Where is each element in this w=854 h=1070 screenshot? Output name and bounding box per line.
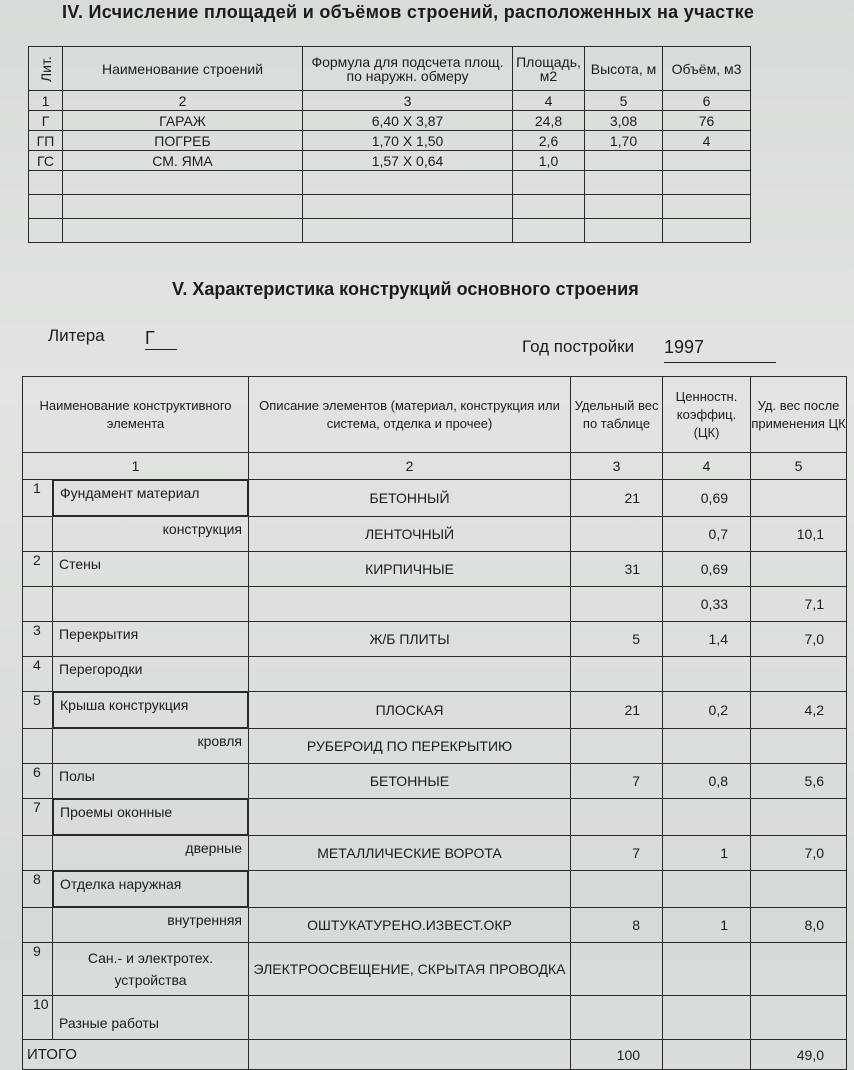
row-element-name: Перекрытия xyxy=(53,622,249,657)
table-row xyxy=(23,517,847,552)
row-name: СМ. ЯМА xyxy=(63,151,303,171)
row-weight xyxy=(571,943,663,996)
header-description: Описание элементов (материал, конструкция или система, отделка и прочее) xyxy=(249,377,571,453)
row-coef: 0,69 xyxy=(663,480,751,517)
row-weight xyxy=(571,729,663,764)
row-coef: 1,4 xyxy=(663,622,751,657)
row-volume xyxy=(663,151,751,171)
total-weight-after: 49,0 xyxy=(751,1040,847,1070)
row-formula: 1,57 Х 0,64 xyxy=(303,151,513,171)
row-weight-after xyxy=(751,799,847,836)
col-number: 1 xyxy=(29,91,63,111)
row-description xyxy=(249,657,571,692)
row-weight: 21 xyxy=(571,480,663,517)
row-weight: 8 xyxy=(571,908,663,943)
row-coef xyxy=(663,996,751,1040)
row-coef: 0,2 xyxy=(663,692,751,729)
row-coef xyxy=(663,729,751,764)
row-number: 5 xyxy=(23,692,53,729)
table-row xyxy=(29,131,751,151)
row-element-name: конструкция xyxy=(53,517,249,552)
row-volume: 76 xyxy=(663,111,751,131)
row-weight-after: 5,6 xyxy=(751,764,847,799)
col-number: 6 xyxy=(663,91,751,111)
row-weight xyxy=(571,996,663,1040)
row-number: 2 xyxy=(23,552,53,587)
row-weight-after: 8,0 xyxy=(751,908,847,943)
column-number-row xyxy=(23,453,847,480)
row-coef: 0,8 xyxy=(663,764,751,799)
table-row xyxy=(23,729,847,764)
row-weight-after xyxy=(751,552,847,587)
row-element-name: Разные работы xyxy=(53,996,249,1040)
row-name: ГАРАЖ xyxy=(63,111,303,131)
row-weight: 7 xyxy=(571,764,663,799)
year-label: Год постройки xyxy=(522,337,635,356)
table-row xyxy=(23,943,847,996)
header-name: Наименование строений xyxy=(63,47,303,91)
row-description xyxy=(249,587,571,622)
row-description: БЕТОННЫЕ xyxy=(249,764,571,799)
constructions-body xyxy=(23,480,847,1070)
row-area: 1,0 xyxy=(513,151,585,171)
row-weight: 21 xyxy=(571,692,663,729)
table-row xyxy=(23,871,847,908)
row-description: БЕТОННЫЙ xyxy=(249,480,571,517)
row-description xyxy=(249,799,571,836)
table-row xyxy=(23,996,847,1040)
table-header-row xyxy=(23,377,847,453)
row-element-name: Стены xyxy=(53,552,249,587)
row-number: 7 xyxy=(23,799,53,836)
row-element-name: Отделка наружная xyxy=(53,871,248,907)
row-element-name: внутренняя xyxy=(53,908,249,943)
row-weight: 7 xyxy=(571,836,663,871)
table-row xyxy=(23,587,847,622)
row-coef: 0,33 xyxy=(663,587,751,622)
table-row xyxy=(23,480,847,517)
row-description: ЛЕНТОЧНЫЙ xyxy=(249,517,571,552)
row-number: 6 xyxy=(23,764,53,799)
row-weight-after xyxy=(751,943,847,996)
row-weight-after: 7,0 xyxy=(751,622,847,657)
row-name: ПОГРЕБ xyxy=(63,131,303,151)
section4-title: IV. Исчисление площадей и объёмов строений, расположенных на участке xyxy=(62,2,755,22)
row-description: КИРПИЧНЫЕ xyxy=(249,552,571,587)
header-weight-after: Уд. вес после применения ЦК xyxy=(751,377,847,453)
row-weight-after xyxy=(751,996,847,1040)
litera-value: Г xyxy=(145,328,177,350)
row-coef xyxy=(663,657,751,692)
col-number: 2 xyxy=(249,453,571,480)
row-number: 1 xyxy=(23,480,53,517)
col-number: 2 xyxy=(63,91,303,111)
row-height: 3,08 xyxy=(585,111,663,131)
row-number xyxy=(23,908,53,943)
row-area: 24,8 xyxy=(513,111,585,131)
row-element-name xyxy=(53,587,249,622)
row-element-name: Полы xyxy=(53,764,249,799)
row-number xyxy=(23,836,53,871)
row-coef: 1 xyxy=(663,836,751,871)
row-element-name: Сан.- и электротех. устройства xyxy=(53,943,249,996)
col-number: 4 xyxy=(513,91,585,111)
row-description: РУБЕРОИД ПО ПЕРЕКРЫТИЮ xyxy=(249,729,571,764)
col-number: 5 xyxy=(585,91,663,111)
section5-title: V. Характеристика конструкций основного строения xyxy=(172,279,639,299)
header-coef: Ценностн. коэффиц. (ЦК) xyxy=(663,377,751,453)
table-row xyxy=(23,657,847,692)
row-number: 10 xyxy=(23,996,53,1040)
row-weight xyxy=(571,657,663,692)
total-description xyxy=(249,1040,571,1070)
table-row xyxy=(23,622,847,657)
row-weight-after xyxy=(751,480,847,517)
col-number: 1 xyxy=(23,453,249,480)
row-description: ПЛОСКАЯ xyxy=(249,692,571,729)
row-volume: 4 xyxy=(663,131,751,151)
row-formula: 6,40 Х 3,87 xyxy=(303,111,513,131)
col-number: 3 xyxy=(303,91,513,111)
table-row xyxy=(23,908,847,943)
empty-row xyxy=(29,195,751,219)
row-area: 2,6 xyxy=(513,131,585,151)
col-number: 3 xyxy=(571,453,663,480)
litera-label: Литера xyxy=(48,326,105,345)
row-number xyxy=(23,587,53,622)
row-weight-after xyxy=(751,871,847,908)
constructions-table xyxy=(22,376,847,1070)
row-weight xyxy=(571,871,663,908)
table-row xyxy=(23,764,847,799)
row-number: 9 xyxy=(23,943,53,996)
header-height: Высота, м xyxy=(585,47,663,91)
header-area: Площадь, м2 xyxy=(513,47,585,91)
row-description xyxy=(249,871,571,908)
row-weight-after xyxy=(751,729,847,764)
row-weight xyxy=(571,587,663,622)
row-element-name: дверные xyxy=(53,836,249,871)
row-number xyxy=(23,517,53,552)
col-number: 4 xyxy=(663,453,751,480)
table-row xyxy=(23,836,847,871)
row-weight-after xyxy=(751,657,847,692)
row-element-name: Проемы оконные xyxy=(53,799,248,835)
total-weight: 100 xyxy=(571,1040,663,1070)
row-weight xyxy=(571,517,663,552)
row-formula: 1,70 Х 1,50 xyxy=(303,131,513,151)
header-element: Наименование конструктивного элемента xyxy=(23,377,249,453)
total-row xyxy=(23,1040,847,1070)
row-weight-after: 7,1 xyxy=(751,587,847,622)
row-weight xyxy=(571,799,663,836)
row-height xyxy=(585,151,663,171)
header-volume: Объём, м3 xyxy=(663,47,751,91)
row-element-name: Крыша конструкция xyxy=(53,692,248,728)
row-lit: ГП xyxy=(29,131,63,151)
total-label: ИТОГО xyxy=(23,1040,249,1070)
row-number: 8 xyxy=(23,871,53,908)
row-description: ЭЛЕКТРООСВЕЩЕНИЕ, СКРЫТАЯ ПРОВОДКА xyxy=(249,943,571,996)
row-weight-after: 4,2 xyxy=(751,692,847,729)
table-row xyxy=(23,552,847,587)
row-coef: 1 xyxy=(663,908,751,943)
row-weight: 5 xyxy=(571,622,663,657)
row-weight: 31 xyxy=(571,552,663,587)
row-lit: ГС xyxy=(29,151,63,171)
year-value: 1997 xyxy=(664,337,776,363)
row-coef xyxy=(663,799,751,836)
row-weight-after: 10,1 xyxy=(751,517,847,552)
col-number: 5 xyxy=(751,453,847,480)
row-description: МЕТАЛЛИЧЕСКИЕ ВОРОТА xyxy=(249,836,571,871)
areas-volumes-table xyxy=(28,46,751,243)
header-formula: Формула для подсчета площ. по наружн. обмеру xyxy=(303,47,513,91)
row-weight-after: 7,0 xyxy=(751,836,847,871)
row-description: ОШТУКАТУРЕНО.ИЗВЕСТ.ОКР xyxy=(249,908,571,943)
total-coef xyxy=(663,1040,751,1070)
table-row xyxy=(23,799,847,836)
empty-row xyxy=(29,171,751,195)
column-number-row xyxy=(29,91,751,111)
row-description: Ж/Б ПЛИТЫ xyxy=(249,622,571,657)
table-row xyxy=(23,692,847,729)
empty-row xyxy=(29,219,751,243)
row-element-name: Фундамент материал xyxy=(53,480,248,516)
row-height: 1,70 xyxy=(585,131,663,151)
table-row xyxy=(29,151,751,171)
row-coef xyxy=(663,943,751,996)
row-lit: Г xyxy=(29,111,63,131)
row-number: 4 xyxy=(23,657,53,692)
table-header-row xyxy=(29,47,751,91)
row-coef: 0,69 xyxy=(663,552,751,587)
row-element-name: кровля xyxy=(53,729,249,764)
row-number xyxy=(23,729,53,764)
header-weight: Удельный вес по таблице xyxy=(571,377,663,453)
row-number: 3 xyxy=(23,622,53,657)
row-element-name: Перегородки xyxy=(53,657,249,692)
row-coef: 0,7 xyxy=(663,517,751,552)
row-description xyxy=(249,996,571,1040)
table-row xyxy=(29,111,751,131)
header-lit: Лит. xyxy=(29,47,63,91)
row-coef xyxy=(663,871,751,908)
